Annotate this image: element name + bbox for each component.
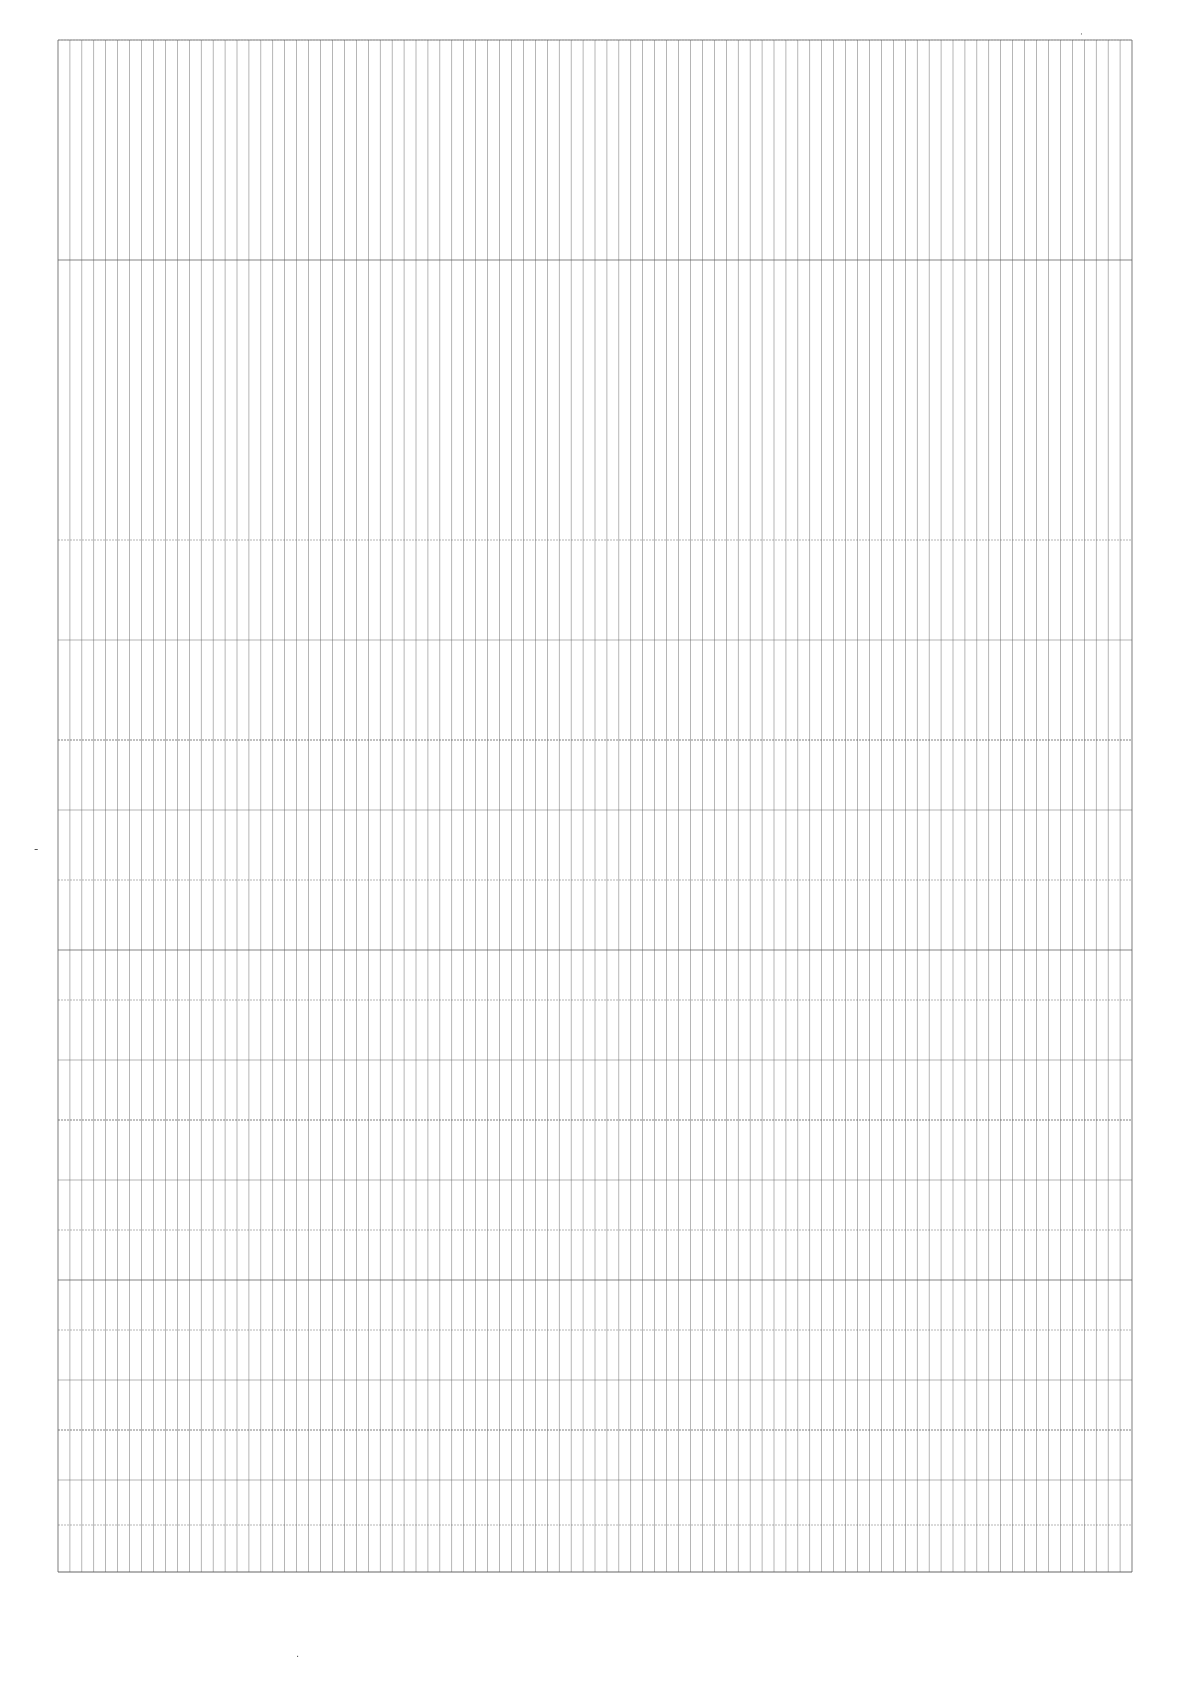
rotated-data-table [58, 52, 1132, 1577]
scan-speck: · [296, 1652, 300, 1663]
scan-mark: - [34, 842, 39, 856]
scan-speck: · [1080, 30, 1083, 40]
